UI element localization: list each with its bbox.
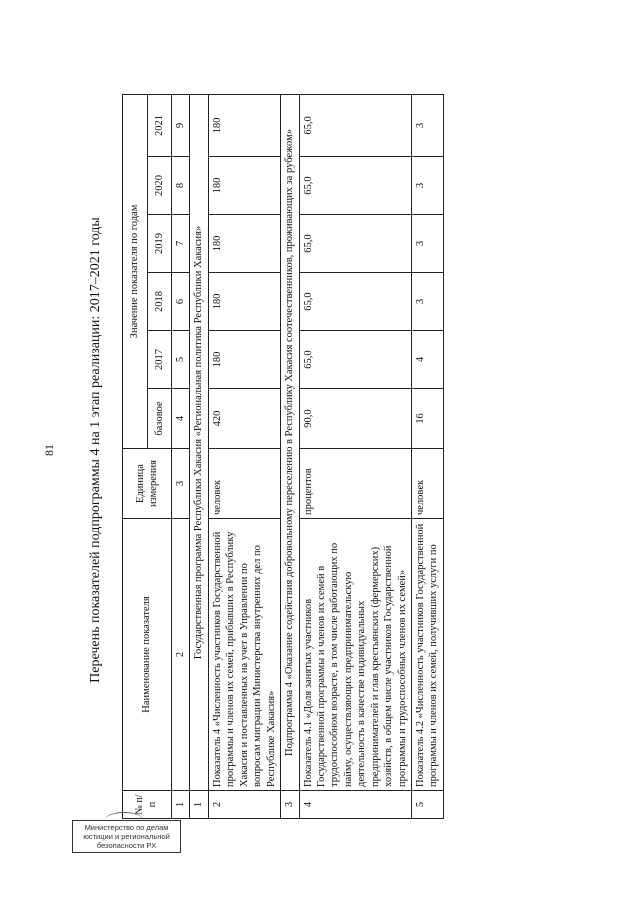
col-number: 3 (172, 449, 190, 519)
indicator-value: 3 (412, 215, 444, 273)
indicators-table (122, 94, 444, 819)
indicator-value: 420 (208, 389, 280, 449)
indicator-value: 16 (412, 389, 444, 449)
table-row (190, 94, 208, 818)
col-number: 9 (172, 94, 190, 156)
stamp-line: юстиции и региональной (83, 832, 170, 841)
row-num: 1 (190, 791, 208, 819)
header-row-1 (123, 94, 148, 818)
indicator-value: 180 (208, 157, 280, 215)
table-row (281, 94, 299, 818)
col-number: 7 (172, 215, 190, 273)
indicator-unit: человек (412, 449, 444, 519)
header-unit: Единица измерения (123, 449, 172, 519)
indicator-name: Показатель 4.2 «Численность участников Государственной программы и членов их семей, получивших услуги по (412, 519, 444, 791)
ministry-stamp (72, 820, 181, 853)
header-name: Наименование показателя (123, 519, 172, 791)
indicator-value: 65,0 (299, 273, 412, 331)
page-number: 81 (42, 444, 56, 456)
row-num: 5 (412, 791, 444, 819)
col-number: 8 (172, 157, 190, 215)
indicator-value: 180 (208, 94, 280, 156)
indicator-name: Показатель 4.1 «Доля занятых участников Государственной программы и членов их семей в трудоспособном возрасте, в том числе работающих по найму, осуществляющих предпринимательскую деятельность в качестве индивидуальных предпринимателей и глав крестьянских (фермерских) хозяйств, в общем числе участников Государственной программы и трудоспособных членов их семей» (299, 519, 412, 791)
indicator-value: 65,0 (299, 94, 412, 156)
section-title: Государственная программа Республики Хакасия «Региональная политика Республики Хакасия» (190, 94, 208, 790)
table-row (412, 94, 444, 818)
column-numbers-row (172, 94, 190, 818)
indicator-value: 65,0 (299, 331, 412, 389)
document-title: Перечень показателей подпрограммы 4 на 1 этап реализации: 2017–2021 годы (88, 217, 103, 683)
header-num: № п/п (123, 791, 172, 819)
indicator-value: 180 (208, 273, 280, 331)
header-year: 2020 (147, 157, 172, 215)
row-num: 4 (299, 791, 412, 819)
section-title: Подпрограмма 4 «Оказание содействия добровольному переселению в Республику Хакасия соотечественников, проживающих за рубежом» (281, 94, 299, 790)
indicator-value: 90,0 (299, 389, 412, 449)
indicator-value: 4 (412, 331, 444, 389)
stamp-line: Министерство по делам (84, 823, 169, 832)
header-values-group: Значение показателя по годам (123, 94, 148, 448)
indicator-value: 180 (208, 331, 280, 389)
stamp-line: безопасности РХ (96, 841, 157, 850)
indicator-value: 65,0 (299, 157, 412, 215)
col-number: 1 (172, 791, 190, 819)
table-row (208, 94, 280, 818)
header-year: 2019 (147, 215, 172, 273)
indicator-value: 3 (412, 94, 444, 156)
header-year: базовое (147, 389, 172, 449)
table-row (299, 94, 412, 818)
indicator-value: 3 (412, 157, 444, 215)
indicator-value: 65,0 (299, 215, 412, 273)
col-number: 5 (172, 331, 190, 389)
header-year: 2017 (147, 331, 172, 389)
col-number: 4 (172, 389, 190, 449)
col-number: 6 (172, 273, 190, 331)
col-number: 2 (172, 519, 190, 791)
row-num: 2 (208, 791, 280, 819)
row-num: 3 (281, 791, 299, 819)
indicator-name: Показатель 4 «Численность участников Государственной программы и членов их семей, прибывших в Республику Хакасия и поставленных на учет в Управлении по вопросам миграции Министерства внутренних дел по Республике Хакасия» (208, 519, 280, 791)
indicator-unit: человек (208, 449, 280, 519)
indicator-value: 180 (208, 215, 280, 273)
indicator-value: 3 (412, 273, 444, 331)
indicator-unit: процентов (299, 449, 412, 519)
header-year: 2018 (147, 273, 172, 331)
header-year: 2021 (147, 94, 172, 156)
